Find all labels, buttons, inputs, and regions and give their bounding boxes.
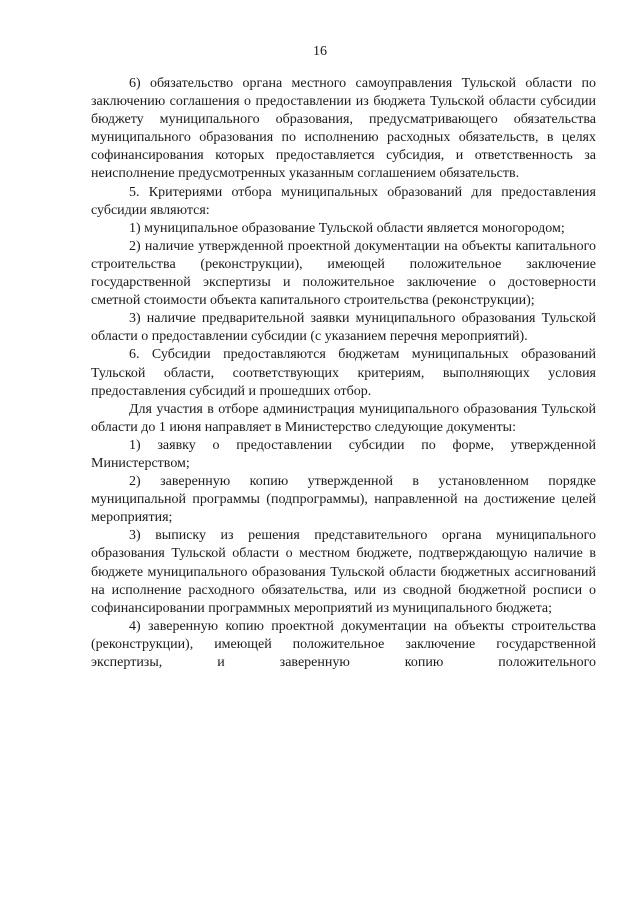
paragraph-subsidy-6: 6. Субсидии предоставляются бюджетам муниципальных образований Тульской области, соответствующих критериям, выполняющих условия предоставления субсидий и прошедших отбор. — [91, 347, 596, 399]
paragraph-participation: Для участия в отборе администрация муниципального образования Тульской области до 1 июня направляет в Министерство следующие документы: — [91, 401, 596, 435]
paragraph-criteria-heading: 5. Критериями отбора муниципальных образований для предоставления субсидии являются: — [91, 184, 596, 218]
paragraph-document-2: 2) заверенную копию утвержденной в установленном порядке муниципальной программы (подпрограммы), направленной на достижение целей мероприятия; — [91, 474, 596, 526]
page-number: 16 — [313, 44, 327, 59]
paragraph-criterion-1: 1) муниципальное образование Тульской области является моногородом; — [129, 220, 565, 236]
paragraph-document-4: 4) заверенную копию проектной документации на объекты строительства (реконструкции), имеющей положительное заключение государственной экспертизы, и заверенную копию положительного — [91, 618, 596, 670]
paragraph-criterion-3: 3) наличие предварительной заявки муниципального образования Тульской области о предоставлении субсидии (с указанием перечня мероприятий). — [91, 311, 596, 345]
paragraph-document-1: 1) заявку о предоставлении субсидии по форме, утвержденной Министерством; — [91, 437, 596, 471]
paragraph-obligation-6: 6) обязательство органа местного самоуправления Тульской области по заключению соглашения о предоставлении из бюджета Тульской области субсидии бюджету муниципального образования, предусматривающего обязательства муниципального образования по исполнению расходных обязательств, в целях софинансирования которых предоставляется субсидия, и ответственность за неисполнение предусмотренных указанным соглашением обязательств. — [91, 76, 596, 182]
paragraph-document-3: 3) выписку из решения представительного органа муниципального образования Тульской области о местном бюджете, подтверждающую наличие в бюджете муниципального образования Тульской области бюджетных ассигнований на исполнение расходного обязательства, или из сводной бюджетной росписи о софинансировании программных мероприятий из муниципального бюджета; — [91, 528, 596, 616]
document-body — [91, 75, 596, 672]
paragraph-criterion-2: 2) наличие утвержденной проектной документации на объекты капитального строительства (реконструкции), имеющей положительное заключение государственной экспертизы и положительное заключение о достоверности сметной стоимости объекта капитального строительства (реконструкции); — [91, 238, 596, 309]
